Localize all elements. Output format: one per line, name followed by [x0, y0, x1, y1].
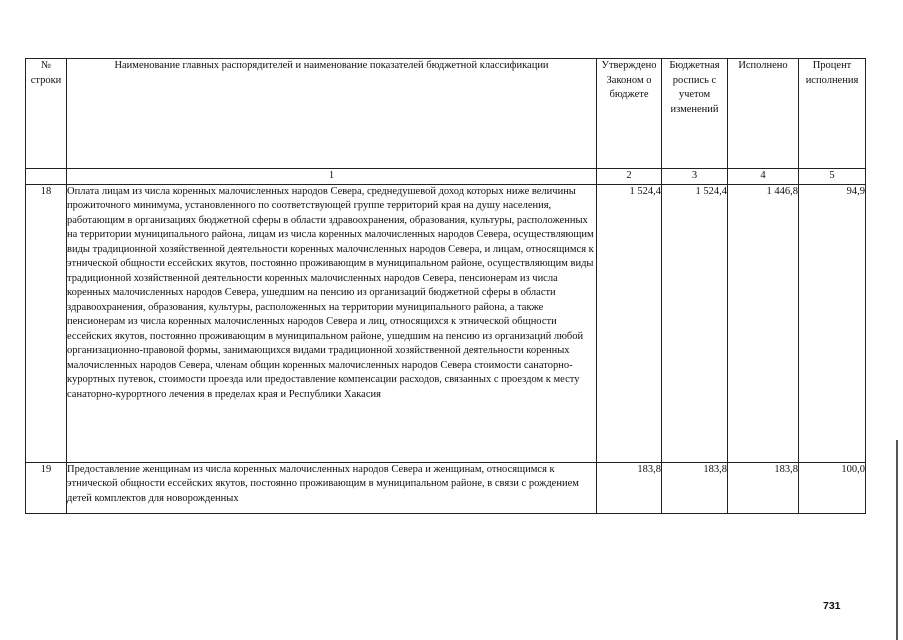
column-number: 3 [662, 169, 728, 185]
row-percent: 100,0 [799, 462, 866, 513]
row-budget: 183,8 [662, 462, 728, 513]
row-budget: 1 524,4 [662, 184, 728, 462]
header-percent: Процент исполнения [799, 59, 866, 169]
column-number: 4 [728, 169, 799, 185]
row-approved: 1 524,4 [597, 184, 662, 462]
row-approved: 183,8 [597, 462, 662, 513]
table-row [26, 462, 866, 513]
row-executed: 1 446,8 [728, 184, 799, 462]
table-row [26, 184, 866, 462]
header-approved: Утверждено Законом о бюджете [597, 59, 662, 169]
scan-edge-line [896, 440, 898, 640]
row-name: Оплата лицам из числа коренных малочисленных народов Севера, среднедушевой доход которых ниже величины прожиточного минимума, установленного по соответствующей группе территорий края на душу населения, работающим в организациях бюджетной сферы в области здравоохранения, образования, культуры, расположенных на территории муниципального района, лицам из числа коренных малочисленных народов Севера, осуществляющим виды традиционной хозяйственной деятельности коренных малочисленных народов Севера, и лицам, относящимся к этнической общности ессейских якутов, постоянно проживающим в муниципальном районе, осуществляющим виды традиционной хозяйственной деятельности коренных малочисленных народов Севера, пенсионерам из числа коренных малочисленных народов Севера, ушедшим на пенсию из организаций бюджетной сферы в области здравоохранения, образования, культуры, расположенных на территории муниципального района, а также пенсионерам из числа коренных малочисленных народов Севера и лиц, относящихся к этнической общности ессейских якутов, постоянно проживающим в муниципальном районе, ушедшим на пенсию из организаций любой организационно-правовой формы, занимающихся видами традиционной хозяйственной деятельности коренных малочисленных народов Севера, членам общин коренных малочисленных народов Севера стоимости санаторно-курортных путевок, стоимости проезда или предоставление компенсации расходов, связанных с проездом к месту санаторно-курортного лечения в пределах края и Республики Хакасия [67, 184, 597, 462]
budget-execution-table [25, 58, 866, 514]
column-number-blank [26, 169, 67, 185]
header-executed: Исполнено [728, 59, 799, 169]
page-number: 731 [823, 600, 841, 612]
row-name: Предоставление женщинам из числа коренных малочисленных народов Севера и женщинам, относящимся к этнической общности ессейских якутов, постоянно проживающим в муниципальном районе, в связи с рождением детей комплектов для новорожденных [67, 462, 597, 513]
column-number: 1 [67, 169, 597, 185]
row-executed: 183,8 [728, 462, 799, 513]
header-row-no: № строки [26, 59, 67, 169]
header-budget: Бюджетная роспись с учетом изменений [662, 59, 728, 169]
header-name: Наименование главных распорядителей и наименование показателей бюджетной классификации [67, 59, 597, 169]
row-number: 19 [26, 462, 67, 513]
row-number: 18 [26, 184, 67, 462]
row-percent: 94,9 [799, 184, 866, 462]
column-number: 5 [799, 169, 866, 185]
table-header-row [26, 59, 866, 169]
column-number-row [26, 169, 866, 185]
column-number: 2 [597, 169, 662, 185]
